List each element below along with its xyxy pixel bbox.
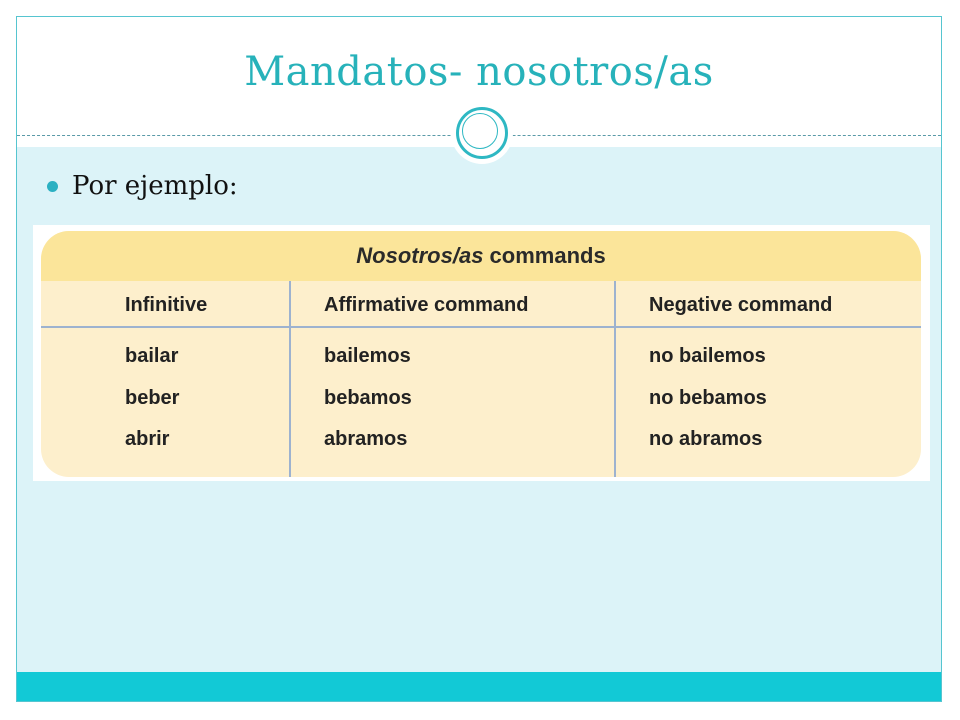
table-cell: abramos — [324, 428, 408, 450]
commands-table-image — [33, 225, 930, 481]
slide-frame — [16, 16, 942, 702]
table-cell: no bailemos — [649, 345, 766, 367]
table-caption-italic: Nosotros/as — [356, 243, 484, 268]
table-cell: bailar — [125, 345, 179, 367]
bullet-dot-icon — [47, 181, 58, 192]
bullet-item — [47, 171, 238, 201]
table-cell: no abramos — [649, 428, 763, 450]
table-cell: abrir — [125, 428, 170, 450]
table-cell: bebamos — [324, 387, 412, 409]
table-caption-band — [41, 231, 921, 281]
column-header-negative: Negative command — [649, 294, 833, 316]
bullet-text: Por ejemplo: — [72, 171, 238, 201]
table-cell: beber — [125, 387, 180, 409]
table-caption — [41, 243, 921, 269]
column-divider — [289, 281, 291, 477]
slide-title: Mandatos- nosotros/as — [244, 49, 714, 95]
footer-bar — [17, 672, 941, 702]
commands-table — [41, 231, 921, 477]
table-cell: bailemos — [324, 345, 411, 367]
header-underline — [41, 326, 921, 328]
table-caption-rest: commands — [483, 243, 606, 268]
table-cell: no bebamos — [649, 387, 767, 409]
circle-ornament-inner — [462, 113, 498, 149]
column-header-infinitive: Infinitive — [125, 294, 208, 316]
column-divider — [614, 281, 616, 477]
column-header-affirmative: Affirmative command — [324, 294, 529, 316]
